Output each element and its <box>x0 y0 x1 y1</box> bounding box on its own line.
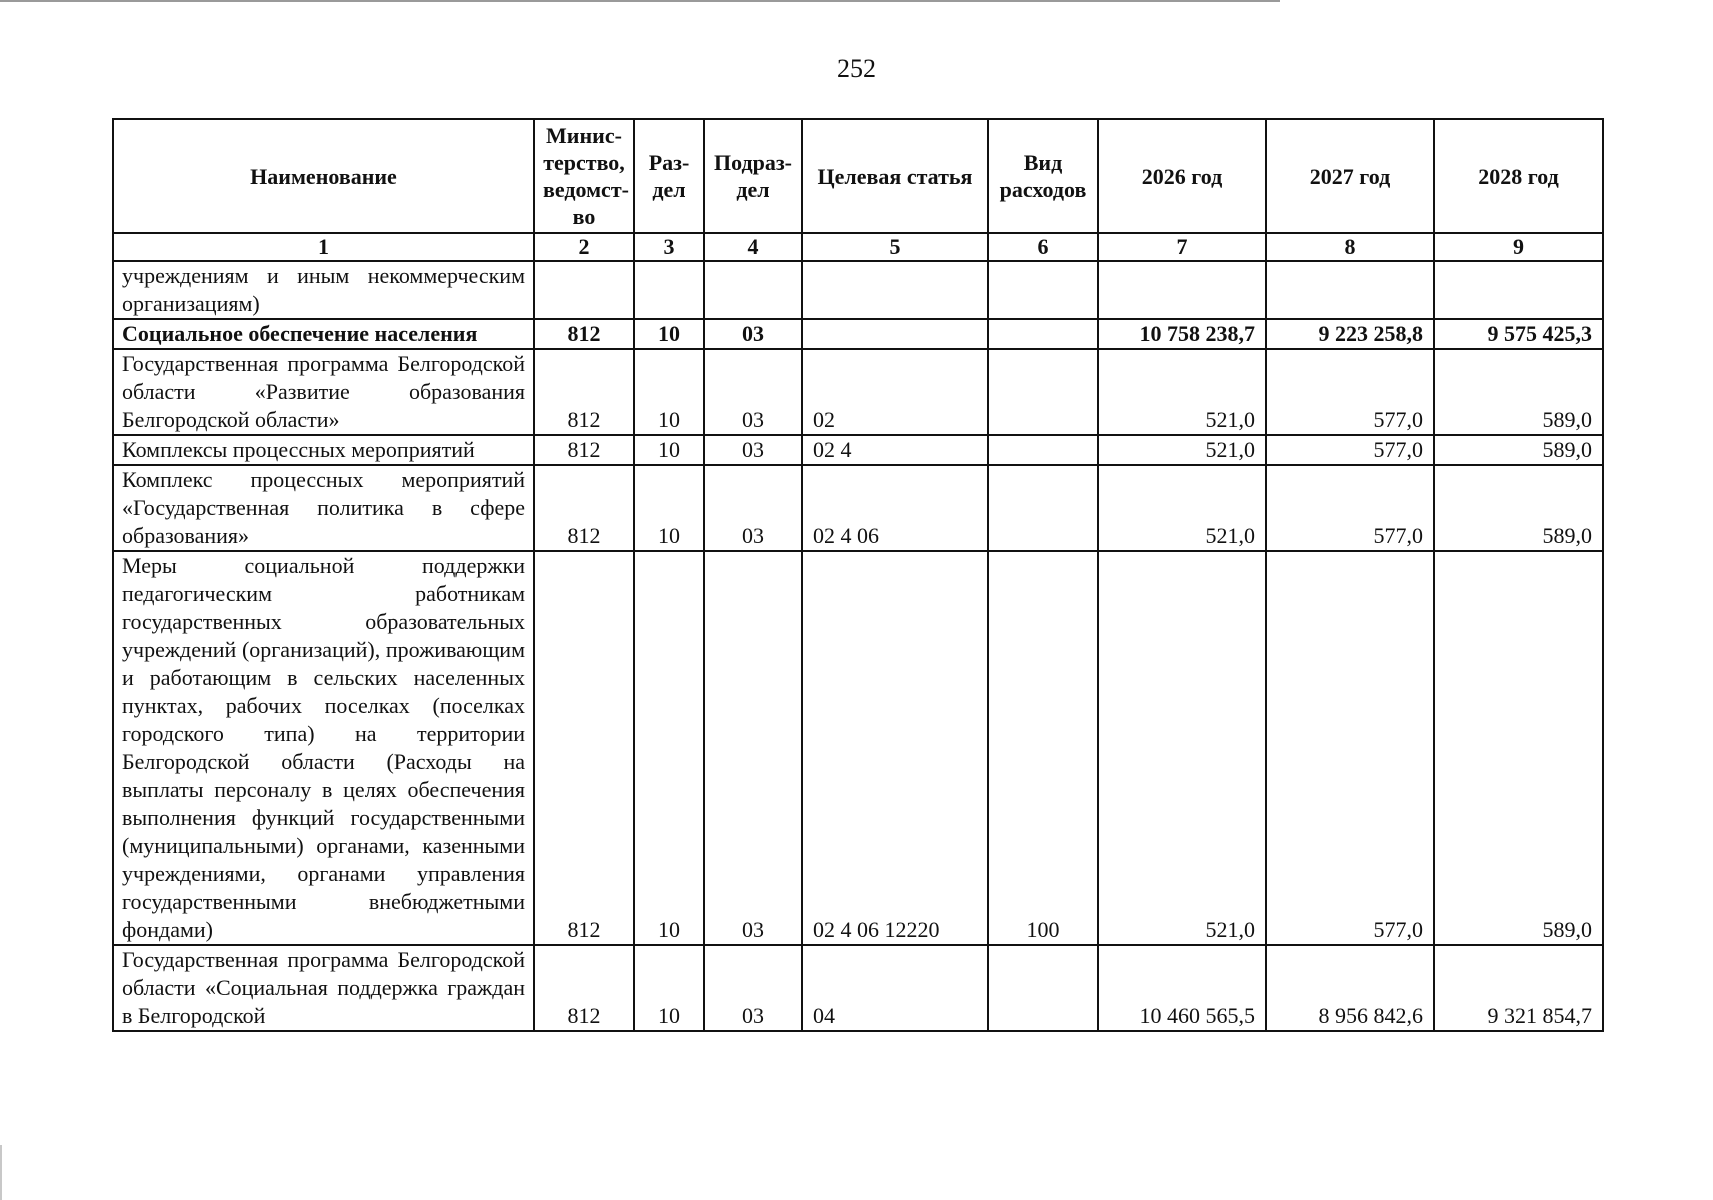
row-subsection <box>704 261 802 319</box>
row-subsection: 03 <box>704 435 802 465</box>
column-number: 1 <box>113 233 534 261</box>
table-row <box>113 349 1603 435</box>
row-name: Социальное обеспечение населения <box>113 319 534 349</box>
row-amount-2026: 521,0 <box>1098 349 1266 435</box>
row-ministry: 812 <box>534 551 634 945</box>
table-header-row <box>113 119 1603 233</box>
row-section: 10 <box>634 349 704 435</box>
row-amount-2028: 589,0 <box>1434 465 1603 551</box>
row-subsection: 03 <box>704 319 802 349</box>
header-year-2027: 2027 год <box>1266 119 1434 233</box>
header-year-2026: 2026 год <box>1098 119 1266 233</box>
row-name: учреждениям и иным некоммерческим организациям) <box>113 261 534 319</box>
row-target-article: 04 <box>802 945 988 1031</box>
table-row <box>113 319 1603 349</box>
row-amount-2028 <box>1434 261 1603 319</box>
row-section: 10 <box>634 435 704 465</box>
column-number-row <box>113 233 1603 261</box>
row-target-article <box>802 261 988 319</box>
row-name: Комплексы процессных мероприятий <box>113 435 534 465</box>
scan-top-edge <box>0 0 1280 2</box>
row-name: Комплекс процессных мероприятий «Государственная политика в сфере образования» <box>113 465 534 551</box>
scan-left-mark <box>0 1145 2 1200</box>
row-subsection: 03 <box>704 465 802 551</box>
table-row <box>113 465 1603 551</box>
row-section: 10 <box>634 319 704 349</box>
row-amount-2028: 9 321 854,7 <box>1434 945 1603 1031</box>
row-name: Государственная программа Белгородской области «Социальная поддержка граждан в Белгородской <box>113 945 534 1031</box>
row-amount-2026: 10 460 565,5 <box>1098 945 1266 1031</box>
column-number: 4 <box>704 233 802 261</box>
row-ministry: 812 <box>534 945 634 1031</box>
row-target-article: 02 <box>802 349 988 435</box>
row-amount-2027: 8 956 842,6 <box>1266 945 1434 1031</box>
row-amount-2028: 589,0 <box>1434 435 1603 465</box>
header-subsection: Подраз-дел <box>704 119 802 233</box>
row-ministry: 812 <box>534 435 634 465</box>
table-row <box>113 261 1603 319</box>
column-number: 5 <box>802 233 988 261</box>
column-number: 8 <box>1266 233 1434 261</box>
row-target-article <box>802 319 988 349</box>
row-expense-type <box>988 261 1098 319</box>
row-target-article: 02 4 <box>802 435 988 465</box>
row-name: Меры социальной поддержки педагогическим работникам государственных образовательных учреждений (организаций), проживающим и работающим в сельских населенных пунктах, рабочих поселках (поселках городского типа) на территории Белгородской области (Расходы на выплаты персоналу в целях обеспечения выполнения функций государственными (муниципальными) органами, казенными учреждениями, органами управления государственными внебюджетными фондами) <box>113 551 534 945</box>
header-year-2028: 2028 год <box>1434 119 1603 233</box>
row-subsection: 03 <box>704 945 802 1031</box>
header-ministry: Минис-терство, ведомст-во <box>534 119 634 233</box>
row-amount-2028: 589,0 <box>1434 349 1603 435</box>
row-amount-2028: 589,0 <box>1434 551 1603 945</box>
row-expense-type <box>988 349 1098 435</box>
row-ministry: 812 <box>534 465 634 551</box>
row-amount-2028: 9 575 425,3 <box>1434 319 1603 349</box>
row-section: 10 <box>634 551 704 945</box>
row-amount-2026: 521,0 <box>1098 435 1266 465</box>
header-expense-type: Вид расходов <box>988 119 1098 233</box>
row-expense-type <box>988 945 1098 1031</box>
table-row <box>113 945 1603 1031</box>
column-number: 6 <box>988 233 1098 261</box>
row-subsection: 03 <box>704 551 802 945</box>
row-amount-2026 <box>1098 261 1266 319</box>
row-section <box>634 261 704 319</box>
page-number: 252 <box>837 54 876 83</box>
row-ministry: 812 <box>534 349 634 435</box>
row-expense-type <box>988 465 1098 551</box>
row-expense-type <box>988 319 1098 349</box>
row-amount-2027: 9 223 258,8 <box>1266 319 1434 349</box>
row-target-article: 02 4 06 <box>802 465 988 551</box>
row-section: 10 <box>634 465 704 551</box>
column-number: 7 <box>1098 233 1266 261</box>
budget-table <box>112 118 1604 1032</box>
row-amount-2027: 577,0 <box>1266 349 1434 435</box>
table-row <box>113 551 1603 945</box>
row-amount-2026: 521,0 <box>1098 551 1266 945</box>
row-ministry <box>534 261 634 319</box>
row-name: Государственная программа Белгородской области «Развитие образования Белгородской области» <box>113 349 534 435</box>
column-number: 2 <box>534 233 634 261</box>
row-ministry: 812 <box>534 319 634 349</box>
row-amount-2027: 577,0 <box>1266 465 1434 551</box>
row-expense-type <box>988 435 1098 465</box>
row-target-article: 02 4 06 12220 <box>802 551 988 945</box>
row-amount-2027: 577,0 <box>1266 551 1434 945</box>
row-amount-2027: 577,0 <box>1266 435 1434 465</box>
table-row <box>113 435 1603 465</box>
row-amount-2026: 10 758 238,7 <box>1098 319 1266 349</box>
row-amount-2027 <box>1266 261 1434 319</box>
row-subsection: 03 <box>704 349 802 435</box>
row-amount-2026: 521,0 <box>1098 465 1266 551</box>
column-number: 9 <box>1434 233 1603 261</box>
row-expense-type: 100 <box>988 551 1098 945</box>
header-target-article: Целевая статья <box>802 119 988 233</box>
row-section: 10 <box>634 945 704 1031</box>
column-number: 3 <box>634 233 704 261</box>
header-name: Наименование <box>113 119 534 233</box>
header-section: Раз-дел <box>634 119 704 233</box>
